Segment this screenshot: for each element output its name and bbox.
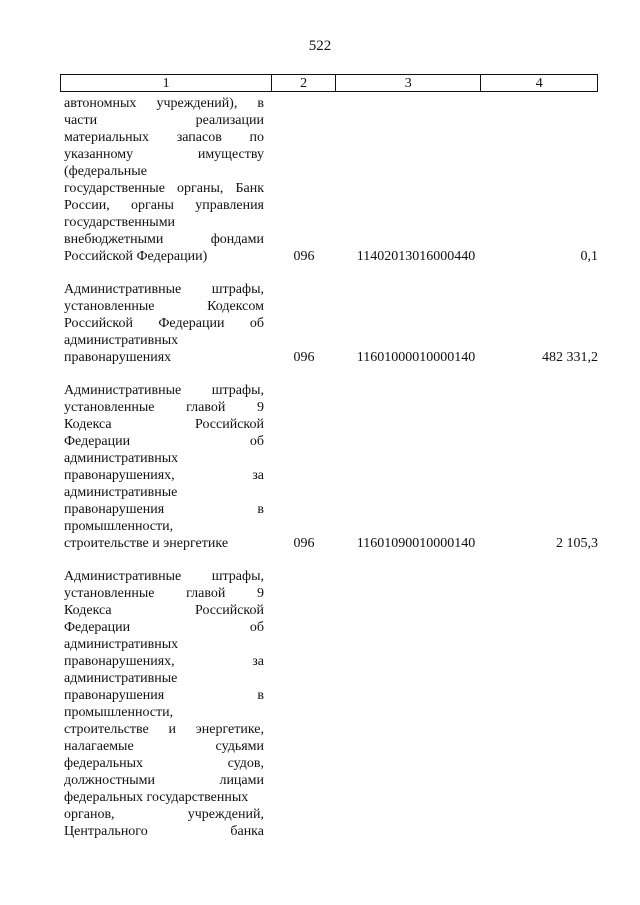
table-body bbox=[60, 95, 598, 840]
description-line: Административные штрафы, bbox=[64, 569, 264, 584]
description-line: административные bbox=[64, 671, 178, 686]
description-line: внебюджетными фондами bbox=[64, 232, 264, 247]
row-admin-code: 096 bbox=[293, 249, 315, 264]
description-line: промышленности, bbox=[64, 705, 174, 720]
table-row bbox=[60, 382, 598, 552]
page-number: 522 bbox=[308, 38, 332, 54]
description-line: Российской Федерации) bbox=[64, 249, 208, 264]
description-line: федеральных судов, bbox=[64, 756, 264, 771]
row-amount: 2 105,3 bbox=[556, 536, 598, 551]
header-col-4: 4 bbox=[535, 76, 543, 91]
description-line: части реализации bbox=[64, 113, 264, 128]
description-line: должностными лицами bbox=[64, 773, 264, 788]
description-line: строительстве и энергетике bbox=[64, 536, 229, 551]
row-kbk-code: 11601000010000140 bbox=[356, 350, 476, 365]
description-line: (федеральные bbox=[64, 164, 147, 179]
row-kbk-code: 11402013016000440 bbox=[356, 249, 476, 264]
description-line: установленные главой 9 bbox=[64, 400, 264, 415]
description-line: Центрального банка bbox=[64, 824, 264, 839]
description-line: Административные штрафы, bbox=[64, 383, 264, 398]
header-col-1: 1 bbox=[61, 75, 272, 91]
table-row bbox=[60, 568, 598, 840]
description-line: Федерации об bbox=[64, 434, 264, 449]
description-line: Российской Федерации об bbox=[64, 316, 264, 331]
row-description bbox=[60, 382, 264, 552]
row-description bbox=[60, 568, 264, 840]
row-amount: 482 331,2 bbox=[542, 350, 598, 365]
description-line: установленные главой 9 bbox=[64, 586, 264, 601]
description-line: федеральных государственных bbox=[64, 790, 249, 805]
table-row bbox=[60, 95, 598, 265]
description-line: промышленности, bbox=[64, 519, 174, 534]
row-amount: 0,1 bbox=[580, 249, 598, 264]
description-line: правонарушениях, за bbox=[64, 654, 264, 669]
description-line: административных bbox=[64, 637, 179, 652]
description-line: материальных запасов по bbox=[64, 130, 264, 145]
row-admin-code: 096 bbox=[293, 536, 315, 551]
description-line: административных bbox=[64, 333, 179, 348]
description-line: органов, учреждений, bbox=[64, 807, 264, 822]
description-line: правонарушениях bbox=[64, 350, 172, 365]
row-kbk-code: 11601090010000140 bbox=[356, 536, 476, 551]
row-admin-code: 096 bbox=[293, 350, 315, 365]
description-line: строительстве и энергетике, bbox=[64, 722, 264, 737]
description-line: Кодекса Российской bbox=[64, 417, 264, 432]
description-line: административные bbox=[64, 485, 178, 500]
description-line: правонарушения в bbox=[64, 502, 264, 517]
row-description bbox=[60, 281, 264, 366]
description-line: правонарушения в bbox=[64, 688, 264, 703]
description-line: правонарушениях, за bbox=[64, 468, 264, 483]
header-col-3: 3 bbox=[336, 75, 481, 91]
description-line: административных bbox=[64, 451, 179, 466]
description-line: Кодекса Российской bbox=[64, 603, 264, 618]
table-row bbox=[60, 281, 598, 366]
description-line: Административные штрафы, bbox=[64, 282, 264, 297]
description-line: государственными bbox=[64, 215, 176, 230]
description-line: указанному имуществу bbox=[64, 147, 264, 162]
description-line: налагаемые судьями bbox=[64, 739, 264, 754]
description-line: установленные Кодексом bbox=[64, 299, 264, 314]
row-description bbox=[60, 95, 264, 265]
description-line: автономных учреждений), в bbox=[64, 96, 264, 111]
header-col-2: 2 bbox=[272, 75, 336, 91]
description-line: Федерации об bbox=[64, 620, 264, 635]
table-header-row bbox=[60, 74, 598, 92]
description-line: государственные органы, Банк bbox=[64, 181, 264, 196]
description-line: России, органы управления bbox=[64, 198, 264, 213]
